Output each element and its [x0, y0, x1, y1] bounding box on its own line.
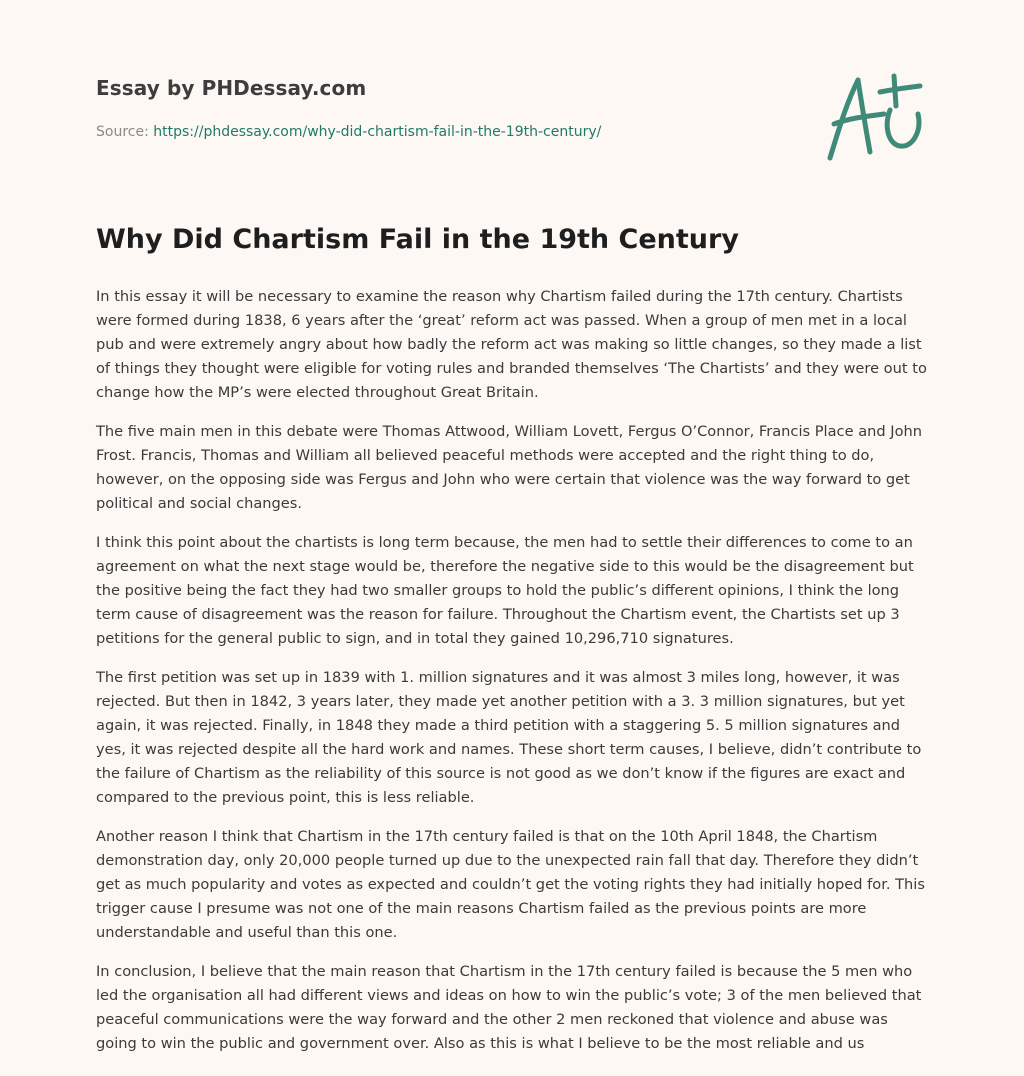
page-header — [96, 0, 928, 180]
essay-paragraph: The first petition was set up in 1839 with 1. million signatures and it was almost 3 miles long, however, it was rejected. But then in 1842, 3 years later, they made yet another petition with a 3. 3 million signatures, but yet again, it was rejected. Finally, in 1848 they made a third petition with a staggering 5. 5 million signatures and yes, it was rejected despite all the hard work and names. These short term causes, I believe, didn’t contribute to the failure of Chartism as the reliability of this source is not good as we don’t know if the figures are exact and compared to the previous point, this is less reliable. — [96, 669, 922, 806]
essay-title: Why Did Chartism Fail in the 19th Century — [96, 224, 739, 255]
essay-paragraph: In conclusion, I believe that the main reason that Chartism in the 17th century failed is because the 5 men who led the organisation all had different views and ideas on how to win the public’s vote; 3 of the men believed that peaceful communications were the way forward and the other 2 men reckoned that violence and abuse was going to win the public and government over. Also as this is what I believe to be the most reliable and us — [96, 963, 922, 1052]
essay-body — [96, 285, 928, 1071]
essay-paragraph: Another reason I think that Chartism in the 17th century failed is that on the 10th April 1848, the Chartism demonstration day, only 20,000 people turned up due to the unexpected rain fall that day. Therefore they didn’t get as much popularity and votes as expected and couldn’t get the voting rights they had initially hoped for. This trigger cause I presume was not one of the main reasons Chartism failed as the previous points are more understandable and useful than this one. — [96, 828, 925, 941]
essay-paragraph: The five main men in this debate were Thomas Attwood, William Lovett, Fergus O’Connor, Francis Place and John Frost. Francis, Thomas and William all believed peaceful methods were accepted and the right thing to do, however, on the opposing side was Fergus and John who were certain that violence was the way forward to get political and social changes. — [96, 423, 923, 512]
essay-paragraph: I think this point about the chartists is long term because, the men had to settle their differences to come to an agreement on what the next stage would be, therefore the negative side to this would be the disagreement but the positive being the fact they had two smaller groups to hold the public’s different opinions, I think the long term cause of disagreement was the reason for failure. Throughout the Chartism event, the Chartists set up 3 petitions for the general public to sign, and in total they gained 10,296,710 signatures. — [96, 534, 914, 647]
essay-paragraph: In this essay it will be necessary to examine the reason why Chartism failed during the 17th century. Chartists were formed during 1838, 6 years after the ‘great’ reform act was passed. When a group of men met in a local pub and were extremely angry about how badly the reform act was making so little changes, so they made a list of things they thought were eligible for voting rules and branded themselves ‘The Chartists’ and they were out to change how the MP’s were elected throughout Great Britain. — [96, 288, 927, 401]
a-plus-grade-icon — [824, 66, 928, 166]
site-brand: Essay by PHDessay.com — [96, 76, 367, 100]
source-label: Source: — [96, 124, 154, 140]
source-link[interactable]: https://phdessay.com/why-did-chartism-fail-in-the-19th-century/ — [153, 124, 602, 140]
source-line — [96, 124, 601, 140]
